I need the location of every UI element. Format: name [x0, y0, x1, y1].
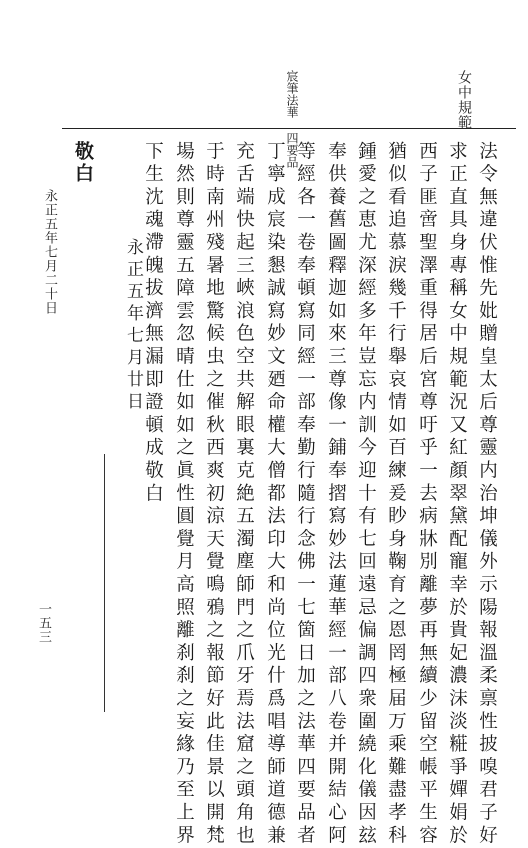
body-line-12: 下生沈魂滯魄拔濟無漏即證頓成敬白 — [142, 141, 164, 506]
date-line: 永正五年七月廿日 — [123, 238, 143, 414]
body-line-4: 猶似看追慕淚幾千行舉哀情如百練爰眇身鞠育之恩罔極届万乘難盡孝科 — [385, 141, 407, 848]
running-header-source-line2: 四要品 — [285, 132, 299, 168]
body-line-1: 法令無違伏惟先妣贈皇太后尊靈内治坤儀外示陽報溫柔禀性披嗅君子好 — [476, 141, 498, 848]
body-line-8: 丁寧成宸染懇誠寫妙文廼命權大僧都法印大和尚位光什爲唱導師道德兼 — [264, 141, 286, 848]
running-header-source-line1: 宸筆法華 — [285, 70, 299, 118]
page-number: 一五三 — [36, 602, 51, 644]
signature-rule — [104, 454, 105, 712]
header-rule — [62, 128, 516, 129]
body-line-3: 西子匪啻聖澤重得居后宮尊吁乎一去病牀別離夢再無續少留空帳平生容 — [416, 141, 438, 848]
body-line-2: 求正直具身專稱女中規範況又紅顏翠黛配寵幸於貴妃濃沫淡糚爭嬋娟於 — [446, 141, 468, 848]
closing-text: 敬白 — [72, 141, 94, 185]
body-line-6: 奉供養舊圖釋迦如來三尊像一鋪奉摺寫妙法蓮華經一部八卷并開結心阿 — [325, 141, 347, 848]
footer-date: 永正五年七月二十日 — [42, 189, 57, 315]
body-line-10: 于時南州殘暑地驚候虫之催秋西爽初涼天覺鳴鴉之報節好此佳景以開梵 — [203, 141, 225, 848]
body-line-9: 充舌端快起三峽浪色空共解眼裏克絶五濁塵師門之爪牙焉法窟之頭角也 — [233, 141, 255, 848]
body-line-11: 場然則尊靈五障雲忽晴仕如如之眞性圓覺月高照離刹刹之妄緣乃至上界 — [173, 141, 195, 848]
running-header-title: 女中規範 — [456, 70, 472, 130]
body-line-7: 等經各一卷奉頓寫同經一部奉勤行隨行念佛一七箇日加之法華四要品者 — [294, 141, 316, 848]
body-line-5: 鍾愛之恵尤深經多年豈忘内訓今迎十有七回遠忌偏調四衆圍繞化儀因玆 — [355, 141, 377, 848]
